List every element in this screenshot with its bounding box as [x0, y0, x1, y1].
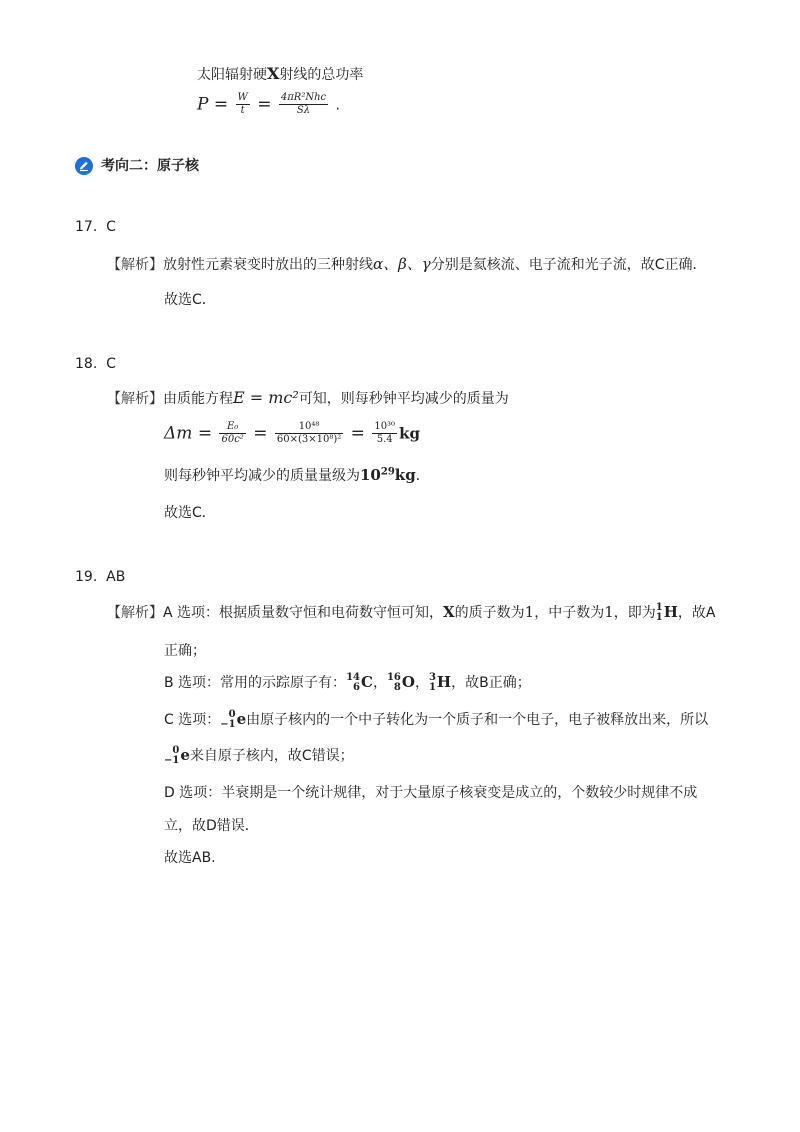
q17-header — [75, 219, 116, 235]
comma: ， — [414, 675, 429, 691]
analysis-text: 来自原子核内，故C错误； — [189, 748, 354, 764]
question-answer: C — [106, 356, 116, 372]
fraction-denominator: 60×(3×10⁸)² — [276, 434, 342, 445]
fraction-denominator: 60c² — [221, 434, 244, 445]
q19-option-c-cont — [164, 745, 354, 766]
mass-number: 14 — [346, 672, 360, 683]
mass-number: 16 — [386, 672, 401, 683]
atomic-number: −1 — [220, 719, 236, 730]
q19-option-a-cont: 正确； — [164, 643, 206, 659]
isotope-o16 — [387, 673, 401, 693]
analysis-text: ，即为 — [613, 605, 656, 621]
fraction-denominator: t — [240, 105, 245, 116]
q18-conclusion: 故选C． — [164, 505, 216, 521]
electron-symbol: e — [180, 746, 190, 764]
fraction-numerator: E₀ — [219, 421, 245, 434]
analysis-tag: 【解析】 — [107, 257, 163, 273]
fraction-numerator: 10⁴⁸ — [275, 421, 343, 434]
power-symbol: P — [197, 94, 209, 115]
mass-number: 1 — [655, 602, 663, 613]
q19-option-b — [164, 672, 531, 693]
mass-number: 3 — [428, 672, 436, 683]
magnitude-exponent: 29 — [380, 466, 395, 478]
power-formula — [197, 92, 340, 117]
question-number: 18. — [75, 356, 98, 372]
q17-conclusion: 故选C． — [164, 292, 216, 308]
analysis-text: ，故A — [677, 605, 716, 621]
analysis-text: 放射性元素衰变时放出的三种射线 — [163, 257, 373, 273]
q19-header — [75, 569, 125, 585]
comma: ， — [372, 675, 387, 691]
q19-option-d: D 选项：半衰期是一个统计规律，对于大量原子核衰变是成立的，个数较少时规律不成 — [164, 785, 698, 801]
analysis-text: 的质子数为 — [454, 605, 525, 621]
number-one: 1 — [604, 603, 614, 621]
q19-conclusion: 故选AB. — [164, 850, 216, 866]
greek-rays: α、β、γ — [373, 255, 431, 273]
section-title: 考向二：原子核 — [101, 158, 199, 174]
analysis-text: 分别是氦核流、电子流和光子流，故C正确． — [430, 257, 707, 273]
analysis-text: 由原子核内的一个中子转化为一个质子和一个电子，电子被释放出来，所以 — [246, 712, 709, 728]
unit-kg: kg — [394, 466, 416, 484]
fraction-numerator: W — [237, 92, 248, 103]
analysis-text: ，中子数为 — [534, 605, 605, 621]
element-symbol: H — [663, 603, 678, 621]
x-symbol: X — [443, 603, 455, 621]
atomic-number: 1 — [655, 612, 663, 623]
electron-notation — [220, 710, 235, 730]
q19-option-a — [107, 602, 716, 623]
analysis-text: 可知，则每秒钟平均减少的质量为 — [298, 391, 509, 407]
element-symbol: H — [436, 673, 452, 691]
analysis-text: 则每秒钟平均减少的质量量级为 — [164, 468, 360, 484]
analysis-text: C 选项： — [164, 712, 221, 728]
element-symbol: C — [360, 673, 373, 691]
mass-number: 0 — [228, 709, 236, 720]
question-answer: AB — [106, 569, 126, 585]
x-symbol: X — [267, 64, 280, 83]
analysis-text: B 选项：常用的示踪原子有： — [164, 675, 347, 691]
question-number: 17. — [75, 219, 98, 235]
question-number: 19. — [75, 569, 98, 585]
fraction-power — [279, 92, 328, 117]
analysis-tag: 【解析】 — [107, 391, 163, 407]
intro-line — [197, 64, 363, 84]
isotope-c14 — [346, 673, 360, 693]
number-one: 1 — [524, 603, 535, 621]
formula-period: . — [335, 97, 340, 114]
mass-number: 0 — [172, 745, 180, 756]
fraction-numerator: 4πR²Nhc — [280, 92, 327, 103]
atomic-number: 8 — [393, 682, 401, 693]
mass-loss-formula: Δm = $\frac{\text{E₀}}{\text{60c²}}$ = $\frac{\text{10⁴⁸}}{\text{60×(3×10⁸)²}}$ = $\frac{\text{10³⁰}}{5.4}$ kg — [164, 421, 420, 445]
intro-tail: 射线的总功率 — [279, 67, 364, 83]
fraction-numerator: 10³⁰ — [374, 421, 396, 432]
question-answer: C — [106, 219, 116, 235]
section-heading — [75, 155, 199, 175]
analysis-text: A 选项：根据质量数守恒和电荷数守恒可知， — [163, 605, 444, 621]
q18-magnitude — [164, 465, 430, 485]
unit-kg: kg — [399, 424, 420, 443]
q19-option-c — [164, 709, 708, 730]
period: ． — [415, 468, 430, 484]
pencil-badge-icon — [75, 157, 93, 175]
fraction-denominator: 5.4 — [376, 434, 393, 445]
atomic-number: −1 — [164, 755, 180, 766]
isotope-h3 — [429, 673, 436, 693]
equals-sign: = — [257, 94, 272, 115]
q18-analysis — [107, 388, 509, 408]
fraction-1030 — [372, 421, 397, 446]
delta-m: Δm — [164, 423, 193, 444]
q18-header — [75, 356, 116, 372]
element-symbol: O — [401, 673, 415, 691]
magnitude-base: 10 — [360, 466, 381, 484]
electron-symbol: e — [236, 710, 247, 728]
equals-sign: = — [213, 94, 229, 115]
electron-notation — [164, 746, 179, 766]
q19-option-d-cont: 立，故D错误． — [164, 818, 259, 834]
mass-energy-formula: E = mc² — [233, 388, 299, 407]
atomic-number: 6 — [353, 682, 360, 693]
q17-analysis — [107, 253, 707, 274]
intro-text: 太阳辐射硬 — [197, 67, 267, 83]
fraction-e0 — [219, 421, 245, 446]
fraction-w-t — [236, 92, 250, 117]
isotope-h1 — [656, 603, 663, 623]
fraction-denominator: Sλ — [296, 105, 311, 116]
analysis-tag: 【解析】 — [107, 605, 163, 621]
atomic-number: 1 — [428, 682, 436, 693]
analysis-text: ，故B正确； — [451, 675, 531, 691]
fraction-1048 — [275, 421, 343, 446]
analysis-text: 由质能方程 — [163, 391, 233, 407]
